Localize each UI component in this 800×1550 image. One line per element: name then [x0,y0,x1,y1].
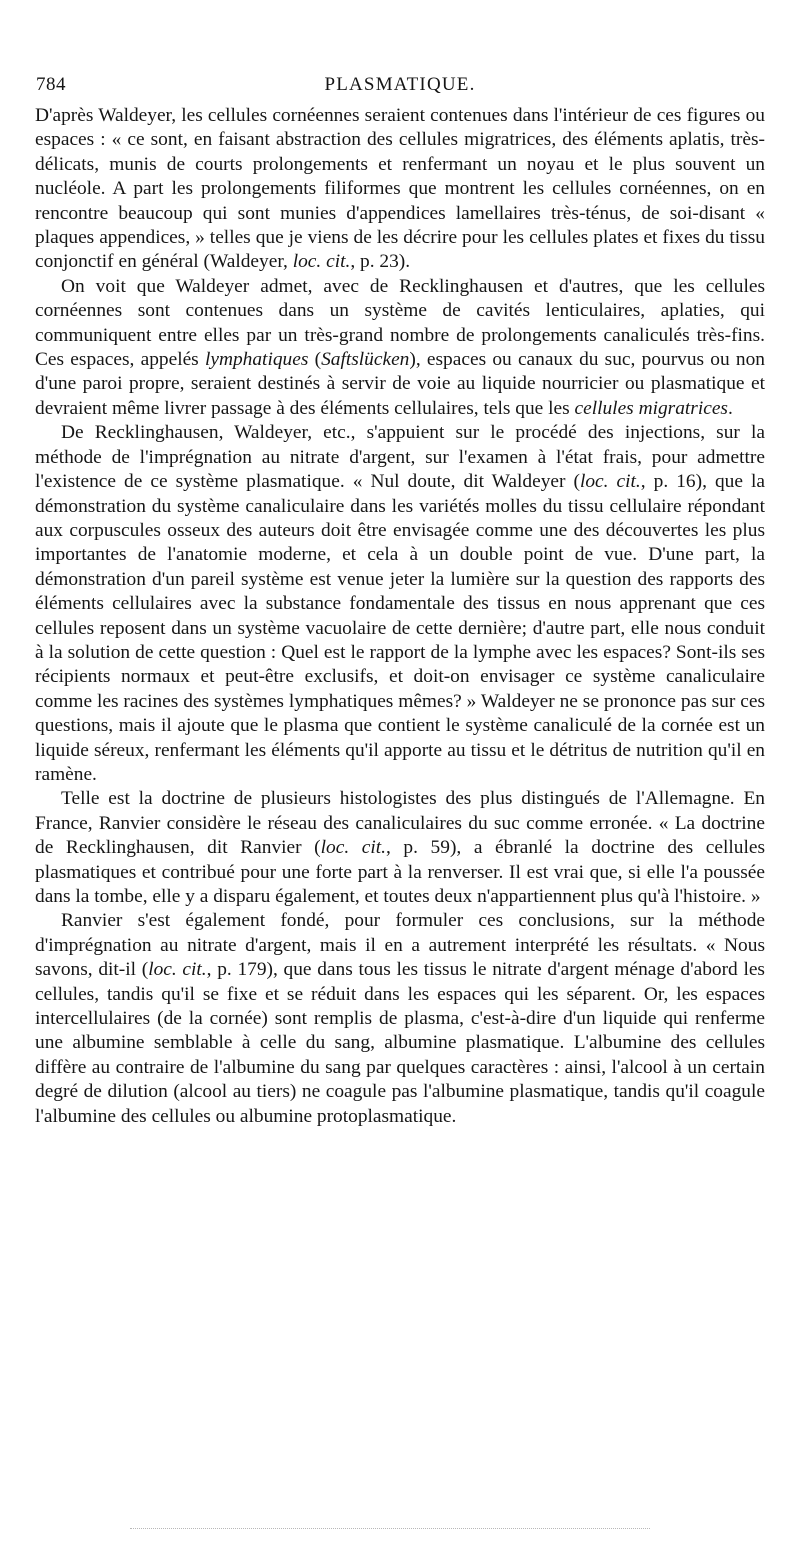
text-run: , p. 59), a ébranlé la doctrine des cellules plasmatiques et contribué pour une forte part à la renverser. Il est vrai que, si elle l'a poussée dans la tombe, elle y a disparu également, et toutes deux n'appartiennent plus qu'à l'histoire. » [35,837,765,907]
italic-text-run: loc. cit. [579,471,641,493]
italic-text-run: lymphatiques [204,349,309,371]
paragraph [35,909,765,1129]
text-run: Ranvier s'est également fondé, pour formuler ces conclusions, sur la méthode d'imprégnation au nitrate d'argent, mais il en a autrement interprété les résultats. « Nous savons, dit-il ( [35,910,765,981]
text-run: D'après Waldeyer, les cellules cornéennes seraient contenues dans l'intérieur de ces figures ou espaces : « ce sont, en faisant abstraction des cellules migratrices, des éléments aplatis, très-délicats, munis de courts prolongements et renfermant un noyau et le plus souvent un nucléole. A part les prolongements filiformes que montrent les cellules cornéennes, on en rencontre beaucoup qui sont munies d'appendices lamellaires très-ténus, de soi-disant « plaques appendices, » telles que je viens de les décrire pour les cellules plates et fixes du tissu conjonctif en général (Waldeyer, [35,105,765,273]
italic-text-run: cellules migratrices [574,397,728,419]
page-number: 784 [36,74,66,95]
text-run: On voit que Waldeyer admet, avec de Recklinghausen et d'autres, que les cellules cornéennes sont contenues dans un système de cavités lenticulaires, aplaties, qui communiquent entre elles par un très-grand nombre de prolongements canaliculés très-fins. Ces espaces, appelés [35,275,765,371]
paragraph [35,421,765,787]
text-run: De Recklinghausen, Waldeyer, etc., s'appuient sur le procédé des injections, sur la méthode de l'imprégnation au nitrate d'argent, sur l'examen à l'état frais, pour admettre l'existence de ce système plasmatique. « Nul doute, dit Waldeyer ( [35,422,765,493]
italic-text-run: Saftslücken [321,349,410,371]
paragraph [35,104,765,275]
paragraph [35,275,765,421]
text-run: ), espaces ou canaux du suc, pourvus ou non d'une paroi propre, seraient destinés à servir de voie au liquide nourricier ou plasmatique et devraient même livrer passage à des éléments cellulaires, tels que les [35,349,766,419]
text-run: Telle est la doctrine de plusieurs histologistes des plus distingués de l'Allemagne. En France, Ranvier considère le réseau des canaliculaires du suc comme erronée. « La doctrine de Recklinghausen, dit Ranvier ( [35,788,765,859]
footer-rule [130,1528,650,1529]
italic-text-run: loc. cit. [320,837,386,859]
page-header [36,74,764,100]
text-run: , p. 16), que la démonstration du système canaliculaire dans les variétés molles du tissu cellulaire répondant aux corpuscules osseux des auteurs doit être envisagée comme une des découvertes les plus importantes de l'anatomie moderne, et cela à un double point de vue. D'une part, la démonstration d'un pareil système est venue jeter la lumière sur la question des rapports des éléments cellulaires avec la substance fondamentale des tissus en nous apprenant que ces cellules reposent dans un système vacuolaire de cette dernière; d'autre part, elle nous conduit à la solution de cette question : Quel est le rapport de la lymphe avec les espaces? Sont-ils ses récipients normaux et peut-être exclusifs, et doit-on envisager ce système canaliculaire comme les racines des systèmes lymphatiques mêmes? » Waldeyer ne se prononce pas sur ces questions, mais il ajoute que le plasma que contient le système canaliculé de la cornée est un liquide séreux, renfermant les éléments qu'il apporte au tissu et le détritus de nutrition qu'il en ramène. [35,471,765,785]
text-run: , p. 23). [350,251,411,273]
italic-text-run: loc. cit. [292,251,351,273]
italic-text-run: loc. cit. [148,959,207,981]
text-run: . [727,397,733,419]
body-text [35,104,765,1129]
paragraph [35,787,765,909]
running-head: PLASMATIQUE. [324,74,476,95]
text-run: ( [308,349,322,371]
text-run: , p. 179), que dans tous les tissus le nitrate d'argent ménage d'abord les cellules, tandis qu'il se fixe et se réduit dans les espaces qui les séparent. Or, les espaces intercellulaires (de la cornée) sont remplis de plasma, c'est-à-dire d'un liquide qui renferme une albumine semblable à celle du sang, albumine plasmatique. L'albumine des cellules diffère au contraire de l'albumine du sang par quelques caractères : ainsi, l'alcool à un certain degré de dilution (alcool au tiers) ne coagule pas l'albumine plasmatique, tandis qu'il coagule l'albumine des cellules ou albumine protoplasmatique. [35,959,765,1127]
